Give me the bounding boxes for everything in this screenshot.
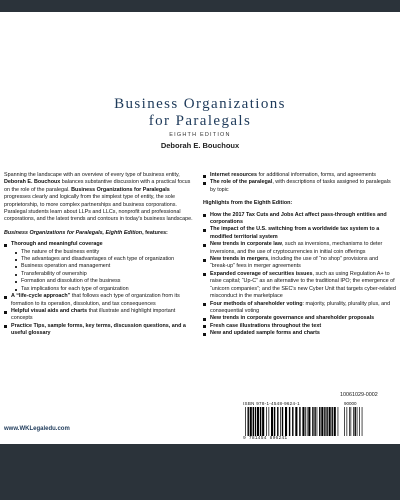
sub-item: Transferability of ownership [15, 271, 197, 278]
highlight-item [203, 330, 396, 337]
publisher-url[interactable]: www.WKLegaledu.com [4, 426, 70, 432]
barcode-bar [282, 407, 283, 436]
feature-item [4, 241, 197, 293]
barcode-bar [349, 407, 350, 436]
feature-label: A “life-cycle approach” [11, 293, 71, 300]
barcode-bar [269, 407, 270, 436]
barcode-bar [255, 407, 256, 436]
sub-item: Tax implications for each type of organization [15, 286, 197, 293]
features-heading-title: Business Organizations for Paralegals, Eighth Edition [4, 229, 143, 236]
barcode-bar [248, 407, 249, 436]
barcode-bar [271, 407, 273, 436]
highlight-label: Expanded coverage of securities issues [210, 270, 313, 277]
barcode-bar [245, 407, 246, 436]
top-item [203, 179, 396, 194]
book-title-line-2: for Paralegals [148, 113, 252, 129]
highlight-label: Four methods of shareholder voting [210, 300, 303, 307]
highlight-item [203, 241, 396, 256]
barcode-bar [295, 407, 297, 436]
barcode-bar [314, 407, 315, 436]
barcode-bar [257, 407, 259, 436]
feature-text: that follows each type of organization from its formation to its operation, dissolution, and tax consequences [11, 293, 180, 307]
barcode-bar [285, 407, 287, 436]
barcode-bar [326, 407, 327, 436]
feature-item [4, 293, 197, 308]
features-heading [4, 230, 197, 237]
highlight-text: , including the use of “no shop” provisions and “break-up” fees in merger agreements [210, 256, 379, 270]
feature-label: Thorough and meaningful coverage [11, 241, 103, 248]
addon-digits: 90000 [344, 401, 357, 406]
sub-item: The nature of the business entity [15, 249, 197, 256]
isbn-text: ISBN 978-1-4548-9624-1 [243, 401, 300, 406]
highlight-item [203, 323, 396, 330]
intro-book-title: Business Organizations for Paralegals [71, 186, 170, 193]
highlight-label: New and updated sample forms and charts [210, 330, 320, 337]
barcode-bar [317, 407, 318, 436]
highlight-label: Fresh case illustrations throughout the text [210, 322, 322, 329]
author-name: Deborah E. Bouchoux [160, 141, 240, 150]
highlight-label: New trends in mergers [210, 256, 269, 263]
barcode-bar [292, 407, 293, 436]
barcode-bar [351, 407, 352, 436]
sub-item: The advantages and disadvantages of each type of organization [15, 256, 197, 263]
edition-label: EIGHTH EDITION [169, 132, 231, 138]
top-item-text: , with descriptions of tasks assigned to paralegals by topic [210, 179, 391, 193]
barcode-bar [344, 407, 345, 436]
barcode-bar [362, 407, 363, 436]
barcode-bar [319, 407, 320, 436]
intro-paragraph [4, 172, 197, 224]
barcode-bar [329, 407, 331, 436]
left-column [4, 172, 197, 338]
book-title-line-1: Business Organizations [114, 96, 286, 112]
barcode-bar [302, 407, 304, 436]
barcode-bar [277, 407, 278, 436]
title-block [0, 96, 400, 150]
highlights-list [203, 212, 396, 338]
barcode-digits: 9 781454 896241 [243, 436, 288, 441]
barcode-bar [289, 407, 290, 436]
highlight-text: , such as using Regulation A+ to raise capital; “Up-C” as an alternative to the traditional IPO; the emergence of “unicorn companies”; and the SEC's new Cyber Unit that targets cyber-related misconduct in the marketplace [210, 270, 396, 300]
barcode-bar [253, 407, 254, 436]
barcode-bar [250, 407, 252, 436]
top-item-label: The role of the paralegal [210, 179, 273, 186]
barcode-bar [266, 407, 267, 436]
highlight-item [203, 315, 396, 322]
barcode-bar [274, 407, 275, 436]
barcode-bar [334, 407, 336, 436]
highlight-label: How the 2017 Tax Cuts and Jobs Act affect pass-through entities and corporations [210, 211, 387, 226]
barcode-bar [308, 407, 310, 436]
addon-bars [344, 407, 364, 436]
intro-author: Deborah E. Bouchoux [4, 179, 61, 186]
intro-text-1: Spanning the landscape with an overview of every type of business entity, [4, 172, 180, 178]
coverage-sublist [15, 249, 197, 293]
barcode-bar [262, 407, 264, 436]
highlight-label: New trends in corporate law [210, 241, 282, 248]
barcode-box [241, 400, 366, 442]
product-code: 10061029-0002 [340, 392, 378, 398]
top-band [0, 0, 400, 12]
highlight-item [203, 226, 396, 241]
barcode-bar [299, 407, 300, 436]
barcode-bar [324, 407, 325, 436]
highlight-text: , such as inversions, mechanisms to deter inversions, and the use of cryptocurrencies in initial coin offerings [210, 241, 383, 255]
intro-text-2: balances substantive discussion with a practical focus on the role of the paralegal. [4, 179, 191, 193]
feature-text: that illustrate and highlight important concepts [11, 307, 176, 322]
feature-label: Practice Tips, sample forms, key terms, discussion questions, and a useful glossary [11, 322, 186, 337]
barcode-bar [307, 407, 308, 436]
sub-item: Formation and dissolution of the business [15, 278, 197, 285]
feature-item [4, 323, 197, 338]
barcode-bar [353, 407, 354, 436]
barcode-bar [312, 407, 313, 436]
highlight-item [203, 301, 396, 316]
top-item-label: Internet resources [210, 172, 258, 178]
barcode-bar [347, 407, 348, 436]
intro-text-3: progresses clearly and logically from the simplest type of entity, the sole proprietorship, to more complex partnerships and business corporations. Paralegal students learn about LLPs and LLCs, nonprofit and professional corporations, and the latest trends and contours in today's business landscape. [4, 194, 193, 223]
features-heading-suffix: , features: [142, 229, 168, 236]
highlight-label: New trends in corporate governance and shareholder proposals [210, 315, 375, 322]
barcode-bar [305, 407, 306, 436]
bottom-band [0, 444, 400, 500]
top-item-text: for additional information, forms, and agreements [257, 172, 377, 178]
highlight-text: : majority, plurality, plurality plus, and consequential voting [210, 300, 391, 314]
highlight-item [203, 212, 396, 227]
right-column [203, 172, 396, 338]
barcode-bars [245, 407, 340, 436]
barcode-bar [260, 407, 261, 436]
barcode-bar [359, 407, 360, 436]
barcode-bar [338, 407, 339, 436]
top-item [203, 172, 396, 179]
highlights-heading: Highlights from the Eighth Edition: [203, 200, 293, 207]
barcode-bar [357, 407, 358, 436]
highlight-label: The impact of the U.S. switching from a worldwide tax system to a modified territorial system [210, 226, 380, 240]
top-items-list [203, 172, 396, 194]
sub-item: Business operation and management [15, 263, 197, 270]
highlight-item [203, 256, 396, 271]
features-list [4, 241, 197, 337]
barcode-bar [280, 407, 281, 436]
highlight-item [203, 271, 396, 301]
barcode-bar [355, 407, 356, 436]
barcode-bar [321, 407, 323, 436]
feature-label: Helpful visual aids and charts [11, 307, 88, 314]
barcode-bar [332, 407, 333, 436]
feature-item [4, 308, 197, 323]
